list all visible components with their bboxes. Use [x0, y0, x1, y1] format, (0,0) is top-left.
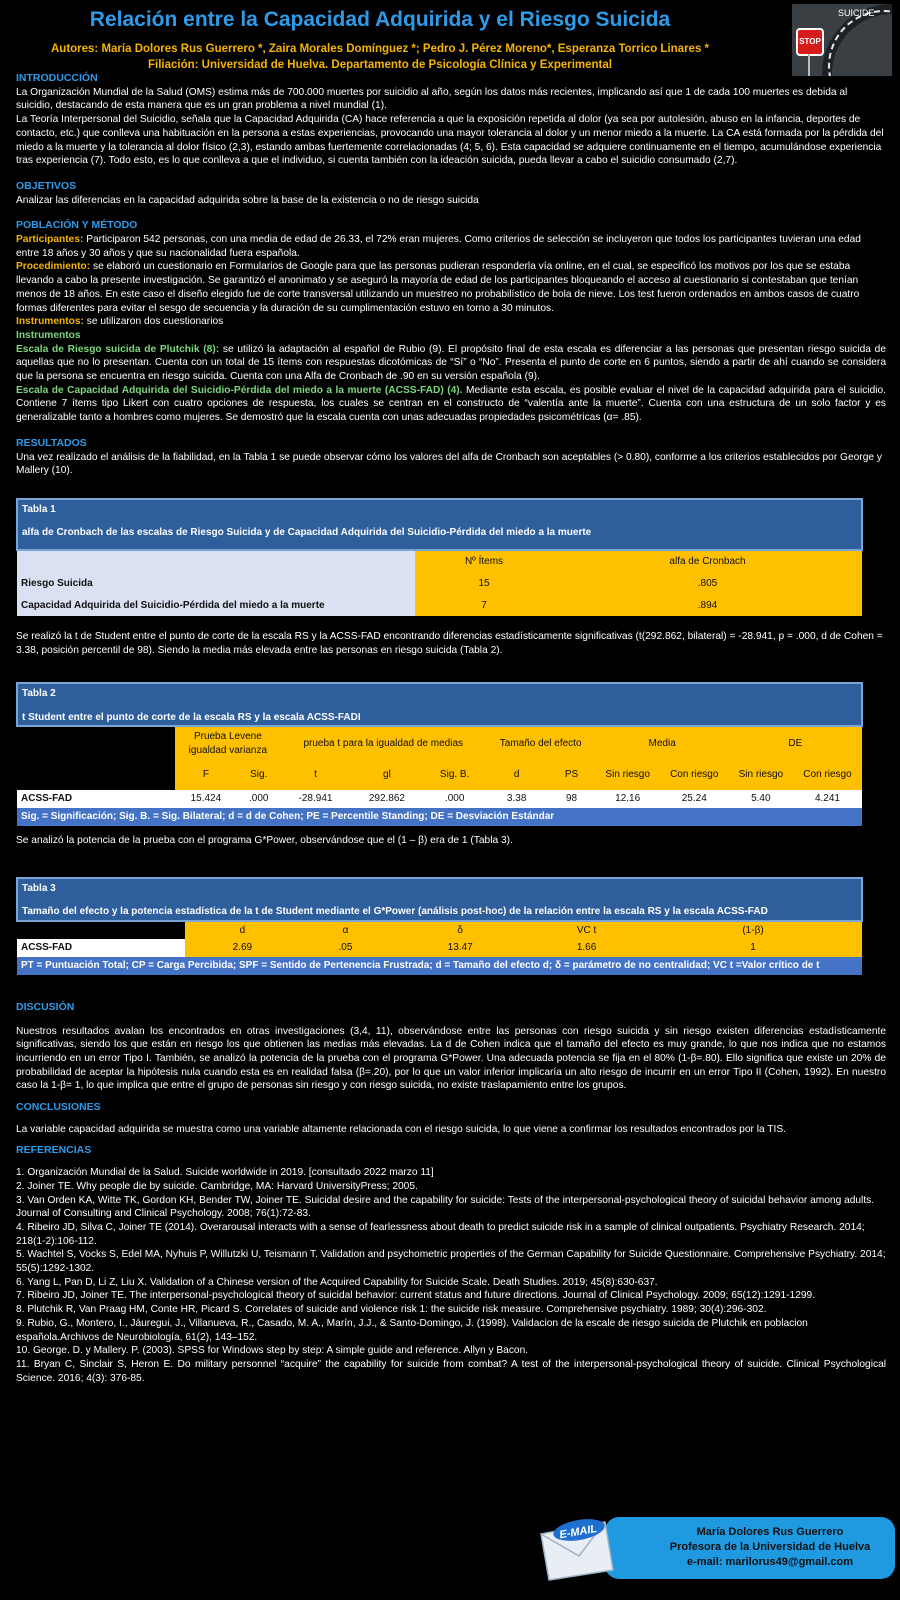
instruments-label: Instrumentos:	[16, 316, 84, 328]
list-item: 9. Rubio, G., Montero, I., Jáuregui, J., Villanueva, R., Casado, M. A., Marín, J.J., & Santo-Domingo, J. (1998). Validacion de la escale de riesgo suicida de Plutchik en poblacion española.Archivos de Neurobiología, 61(2), 143–152.	[16, 1317, 808, 1343]
table-2-cell: 15.424	[175, 790, 237, 808]
table-3-col: α	[300, 921, 391, 940]
list-item: 7. Ribeiro JD, Joiner TE. The interpersonal-psychological theory of suicidal behavior: current status and future directions. Journal of Clinical Psychology. 2009; 65(12):1291-1299.	[16, 1290, 816, 1302]
table-2-group-effect: Tamaño del efecto	[486, 726, 596, 760]
rs-scale-label: Escala de Riesgo suicida de Plutchik (8):	[16, 343, 220, 355]
email-icon-text: E-MAIL	[558, 1522, 599, 1542]
results-paragraph-2: Se realizó la t de Student entre el punto de corte de la escala RS y la ACSS-FAD encontrando diferencias estadísticamente significativas (t(292.862, bilateral) = -28.941, p = .000, d de Cohen = 3.38, posición percentil de 98). Siendo la media más elevada entre las personas en riesgo suicida (Tabla 2).	[16, 631, 883, 657]
acss-scale-text: Mediante esta escala, es posible evaluar el nivel de la capacidad adquirida para el suicidio. Contiene 7 ítems tipo Likert con cuatro opciones de respuesta, los cuales se centran en el constructo de “valentía ante la muerte”. Cuenta con una estructura de un solo factor y es generalizable tanto a hombres como mujeres. Se demostró que la escala cuenta con unas adecuadas propiedades psicométricas (α= .85).	[16, 384, 886, 424]
participants-text: Participaron 542 personas, con una media de edad de 26.33, el 72% eran mujeres. Como criterios de selección se incluyeron que todos los participantes tuvieran una edad entre 18 años y 30 años y que su nacionalidad fuera española.	[16, 234, 861, 259]
intro-heading: INTRODUCCIÓN	[16, 72, 98, 84]
table-3-cell: 13.47	[391, 939, 529, 957]
objectives-text: Analizar las diferencias en la capacidad adquirida sobre la base de la existencia o no de riesgo suicida	[16, 194, 479, 206]
discussion-heading: DISCUSIÓN	[16, 1000, 75, 1013]
list-item: 6. Yang L, Pan D, Li Z, Liu X. Validation of a Chinese version of the Acquired Capability for Suicide Scale. Death Studies. 2019; 45(8):630-637.	[16, 1276, 658, 1288]
table-2	[16, 682, 863, 826]
table-1-col-items: Nº Ítems	[415, 550, 553, 572]
conclusions-text: La variable capacidad adquirida se muestra como una variable altamente relacionada con el riesgo suicida, lo que viene a confirmar los resultados encontrados por la TIS.	[16, 1123, 786, 1135]
table-2-sub-header: gl	[350, 760, 423, 790]
list-item: 8. Plutchik R, Van Praag HM, Conte HR, Picard S. Correlates of suicide and violence risk 1: the suicide risk measure. Comprehensive psychiatry. 1989; 30(4):296-302.	[16, 1304, 767, 1316]
results-paragraph-3: Se analizó la potencia de la prueba con el programa G*Power, observándose que el (1 – β) era de 1 (Tabla 3).	[16, 834, 513, 846]
authors-block	[0, 41, 760, 73]
contact-email[interactable]: e-mail: marilorus49@gmail.com	[686, 1556, 853, 1568]
email-envelope-icon	[535, 1512, 617, 1582]
table-2-caption: t Student entre el punto de corte de la escala RS y la escala ACSS-FADI	[22, 711, 361, 723]
instruments-heading: Instrumentos	[16, 329, 81, 341]
contact-role: Profesora de la Universidad de Huelva	[669, 1541, 871, 1553]
rs-scale-paragraph	[16, 343, 886, 384]
table-2-cell: .000	[237, 790, 281, 808]
table-3-cell: 1.66	[529, 939, 644, 957]
intro-paragraph-2: La Teoría Interpersonal del Suicidio, señala que la Capacidad Adquirida (CA) hace referencia a que la exposición repetida al dolor (ya sea por autolesión, abuso en la infancia, deportes de contacto, etc.) que conlleva una habituación en la persona a estas experiencias, provocando una mayor tolerancia al dolor y un menor miedo a la muerte. La CA está formada por la pérdida del miedo a la muerte y la tolerancia al dolor físico (2,3), estando ambas fuertemente correlacionadas (4; 5, 6). Esta capacidad se adquiere continuamente en el tiempo, acumulándose experiencia tras experiencia (7). Todo esto, es lo que conlleva a que el individuo, si cuenta también con la ideación suicida, pueda llevar a cabo el suicidio consumado (2,7).	[16, 114, 884, 167]
table-3-header	[17, 878, 862, 920]
table-1-label: Tabla 1	[22, 503, 56, 515]
table-2-levene-line-2: igualdad varianza	[188, 744, 268, 756]
table-2-sub-header: Sig. B.	[424, 760, 486, 790]
table-1	[16, 498, 863, 616]
objectives-heading: OBJETIVOS	[16, 179, 77, 192]
table-3-row-name: ACSS-FAD	[17, 939, 185, 957]
table-row	[17, 790, 862, 808]
table-1-caption: alfa de Cronbach de las escalas de Riesgo Suicida y de Capacidad Adquirida del Suicidio-Pérdida del miedo a la muerte	[22, 526, 592, 538]
contact-box	[605, 1517, 895, 1579]
road-lane-shape	[828, 10, 892, 76]
table-1-row-name: Capacidad Adquirida del Suicidio-Pérdida del miedo a la muerte	[17, 594, 415, 616]
table-2-sub-header: t	[281, 760, 351, 790]
table-1-row-alpha: .894	[553, 594, 862, 616]
authors-line: Autores: María Dolores Rus Guerrero *, Zaira Morales Domínguez *; Pedro J. Pérez Moreno*, Esperanza Torrico Linares *	[50, 43, 710, 55]
table-1-row-name: Riesgo Suicida	[17, 572, 415, 594]
table-3-cell: 1	[644, 939, 862, 957]
list-item: 2. Joiner TE. Why people die by suicide. Cambridge, MA: Harvard UniversityPress; 2005.	[16, 1180, 418, 1192]
list-item: 1. Organización Mundial de la Salud. Suicide worldwide in 2019. [consultado 2022 marzo 11]	[16, 1167, 434, 1179]
contact-name: María Dolores Rus Guerrero	[696, 1526, 844, 1538]
rs-scale-text: se utilizó la adaptación al español de Rubio (9). El propósito final de esta escala es diferenciar a las personas que presentan riesgo suicida de aquellas que no lo presentan. Cuenta con un total de 15 ítems con respuestas dicotómicas de “Sí” o “No”. Presenta el punto de corte en 6 puntos, siendo a partir de ahí cuando se considera que la persona se encuentra en riesgo suicida. Cuenta con una Alfa de Cronbach de .90 en su versión española (9).	[16, 343, 886, 383]
results-heading: RESULTADOS	[16, 436, 87, 449]
table-3-empty-cell	[17, 921, 185, 940]
suicide-road-logo	[792, 4, 892, 76]
table-1-empty-header	[17, 550, 415, 572]
table-3-col: d	[185, 921, 300, 940]
instruments-text: se utilizaron dos cuestionarios	[83, 316, 224, 328]
poster-content	[16, 72, 886, 1385]
table-2-cell: 12.16	[596, 790, 660, 808]
table-2-cell: 98	[548, 790, 596, 808]
procedure-label: Procedimiento:	[16, 261, 91, 273]
table-2-cell: 292.862	[350, 790, 423, 808]
table-2-note: Sig. = Significación; Sig. B. = Sig. Bilateral; d = d de Cohen; PE = Percentile Standing; DE = Desviación Estándar	[17, 808, 862, 826]
stop-sign-icon: STOP	[796, 28, 824, 56]
table-row	[17, 572, 862, 594]
poster-title: Relación entre la Capacidad Adquirida y el Riesgo Suicida	[89, 8, 671, 31]
table-2-cell: 4.241	[793, 790, 862, 808]
table-2-cell: 25.24	[660, 790, 729, 808]
table-1-row-alpha: .805	[553, 572, 862, 594]
table-3-label: Tabla 3	[22, 883, 56, 895]
participants-label: Participantes:	[16, 234, 84, 246]
table-2-sub-header: PS	[548, 760, 596, 790]
list-item: 5. Wachtel S, Vocks S, Edel MA, Nyhuis P, Willutzki U, Teismann T. Validation and psychometric properties of the German Capability for Suicide Questionnaire. Comprehensive Psychiatry. 2014; 55(5):1292-1302.	[16, 1249, 886, 1275]
references-heading: REFERENCIAS	[16, 1144, 92, 1157]
table-2-group-sd: DE	[729, 726, 862, 760]
conclusions-heading: CONCLUSIONES	[16, 1101, 101, 1114]
table-1-header	[17, 499, 862, 550]
table-2-cell: .000	[424, 790, 486, 808]
table-2-cell: -28.941	[281, 790, 351, 808]
table-2-label: Tabla 2	[22, 687, 56, 699]
references-list	[16, 1166, 886, 1385]
table-1-row-items: 7	[415, 594, 553, 616]
procedure-paragraph	[16, 260, 886, 315]
logo-sign-text: SUICIDE	[838, 8, 875, 18]
table-1-col-alpha: alfa de Cronbach	[553, 550, 862, 572]
list-item: 10. George. D. y Mallery. P. (2003). SPSS for Windows step by step: A simple guide and reference. Allyn y Bacon.	[16, 1345, 529, 1357]
table-2-cell: 5.40	[729, 790, 793, 808]
table-2-sub-header: Sin riesgo	[729, 760, 793, 790]
table-3-cell: .05	[300, 939, 391, 957]
table-3-note: PT = Puntuación Total; CP = Carga Percibida; SPF = Sentido de Pertenencia Frustrada; d = Tamaño del efecto d; δ = parámetro de no centralidad; VC t =Valor crítico de t	[17, 957, 862, 975]
table-3	[16, 877, 863, 975]
table-2-group-mean: Media	[596, 726, 729, 760]
table-3-col: VC t	[529, 921, 644, 940]
table-2-group-levene	[175, 726, 281, 760]
table-row	[17, 594, 862, 616]
table-2-sub-header: F	[175, 760, 237, 790]
list-item: 11. Bryan C, Sinclair S, Heron E. Do military personnel “acquire” the capability for suicide from combat? A test of the interpersonal-psychological theory of suicide. Clinical Psychological Science. 2016; 4(3): 376-85.	[16, 1359, 886, 1384]
table-1-row-items: 15	[415, 572, 553, 594]
table-2-empty-cell	[17, 726, 175, 790]
table-2-levene-line-1: Prueba Levene	[193, 731, 262, 742]
table-2-cell: 3.38	[486, 790, 548, 808]
table-2-header	[17, 683, 862, 726]
table-2-sub-header: Con riesgo	[793, 760, 862, 790]
table-2-sub-header: Con riesgo	[660, 760, 729, 790]
affiliation-line: Filiación: Universidad de Huelva. Departamento de Psicología Clínica y Experimental	[148, 59, 612, 71]
method-heading: POBLACIÓN Y MÉTODO	[16, 219, 138, 232]
procedure-text: se elaboró un cuestionario en Formularios de Google para que las personas pudieran responderla vía online, en el cual, se especificó los motivos por los que se estaba llevando a cabo la presente investigación. Se garantizó el anonimato y se aseguró la mayoría de edad de los participantes bloqueando el acceso al cuestionario si contestaban que tenían menos de 18 años. En este caso el diseño elegido fue de corte transversal utilizando un muestreo no probabilístico de bola de nieve. Los test fueron ordenados en ambos casos de cuatro formas diferentes para evitar el sesgo de secuencia y la duración de su cumplimentación estuvo en torno a 30 minutos.	[16, 261, 860, 314]
acss-scale-label: Escala de Capacidad Adquirida del Suicidio-Pérdida del miedo a la muerte (ACSS-FAD) (4).	[16, 384, 463, 396]
table-3-cell: 2.69	[185, 939, 300, 957]
instruments-paragraph	[16, 315, 886, 329]
intro-paragraph-1: La Organización Mundial de la Salud (OMS) estima más de 700.000 muertes por suicidio al año, según los datos más recientes, implicando así que 1 de cada 100 muertes es debida al suicidio, destacando de esta manera que es un gran problema a nivel mundial (1).	[16, 86, 848, 112]
list-item: 3. Van Orden KA, Witte TK, Gordon KH, Bender TW, Joiner TE. Suicidal desire and the capability for suicide: Tests of the interpersonal-psychological theory of suicidal behavior among adults. Journal of Consulting and Clinical Psychology. 2008; 76(1):72-83.	[16, 1194, 875, 1220]
table-2-row-name: ACSS-FAD	[17, 790, 175, 808]
table-2-sub-header: Sig.	[237, 760, 281, 790]
acss-scale-paragraph	[16, 384, 886, 425]
participants-paragraph	[16, 233, 886, 260]
table-3-col: δ	[391, 921, 529, 940]
discussion-text: Nuestros resultados avalan los encontrados en otras investigaciones (3,4, 11), observándose entre las personas con riesgo suicida y sin riesgo existen diferencias estadísticamente significativas, siendo los que están en riesgo los que obtienen las medias más elevadas. La d de Cohen indica que el tamaño del efecto es muy grande, lo que nos indica que no estamos incurriendo en un error Tipo I. También, se analizó la potencia de la prueba con el programa G*Power. Una adecuada potencia se fija en el 80% (1-β=.80). Ello significa que existe un 20% de probabilidad de aceptar la hipótesis nula cuando esta es en realidad falsa (β=.20), por lo que un valor inferior implicaría un alto riesgo de incurrir en un error Tipo II (Cohen, 1992). En nuestro caso la 1-β= 1, lo que implica que entre el grupo de personas sin riesgo y con riesgo suicida, no existe traslapamiento entre los grupos.	[16, 1025, 886, 1092]
table-3-col: (1-β)	[644, 921, 862, 940]
table-2-sub-header: d	[486, 760, 548, 790]
results-paragraph-1: Una vez realizado el análisis de la fiabilidad, en la Tabla 1 se puede observar cómo los valores del alfa de Cronbach son aceptables (> 0.80), conforme a los criterios establecidos por George y Mallery (10).	[16, 451, 882, 477]
list-item: 4. Ribeiro JD, Silva C, Joiner TE (2014). Overarousal interacts with a sense of fearlessness about death to predict suicide risk in a sample of clinical outpatients. Psychiatry Research. 2014; 218(1-2):106-112.	[16, 1221, 865, 1247]
table-2-sub-header: Sin riesgo	[596, 760, 660, 790]
table-3-caption: Tamaño del efecto y la potencia estadística de la t de Student mediante el G*Power (análisis post-hoc) de la relación entre la escala RS y la escala ACSS-FAD	[22, 906, 768, 918]
table-row	[17, 939, 862, 957]
table-2-group-t: prueba t para la igualdad de medias	[281, 726, 486, 760]
